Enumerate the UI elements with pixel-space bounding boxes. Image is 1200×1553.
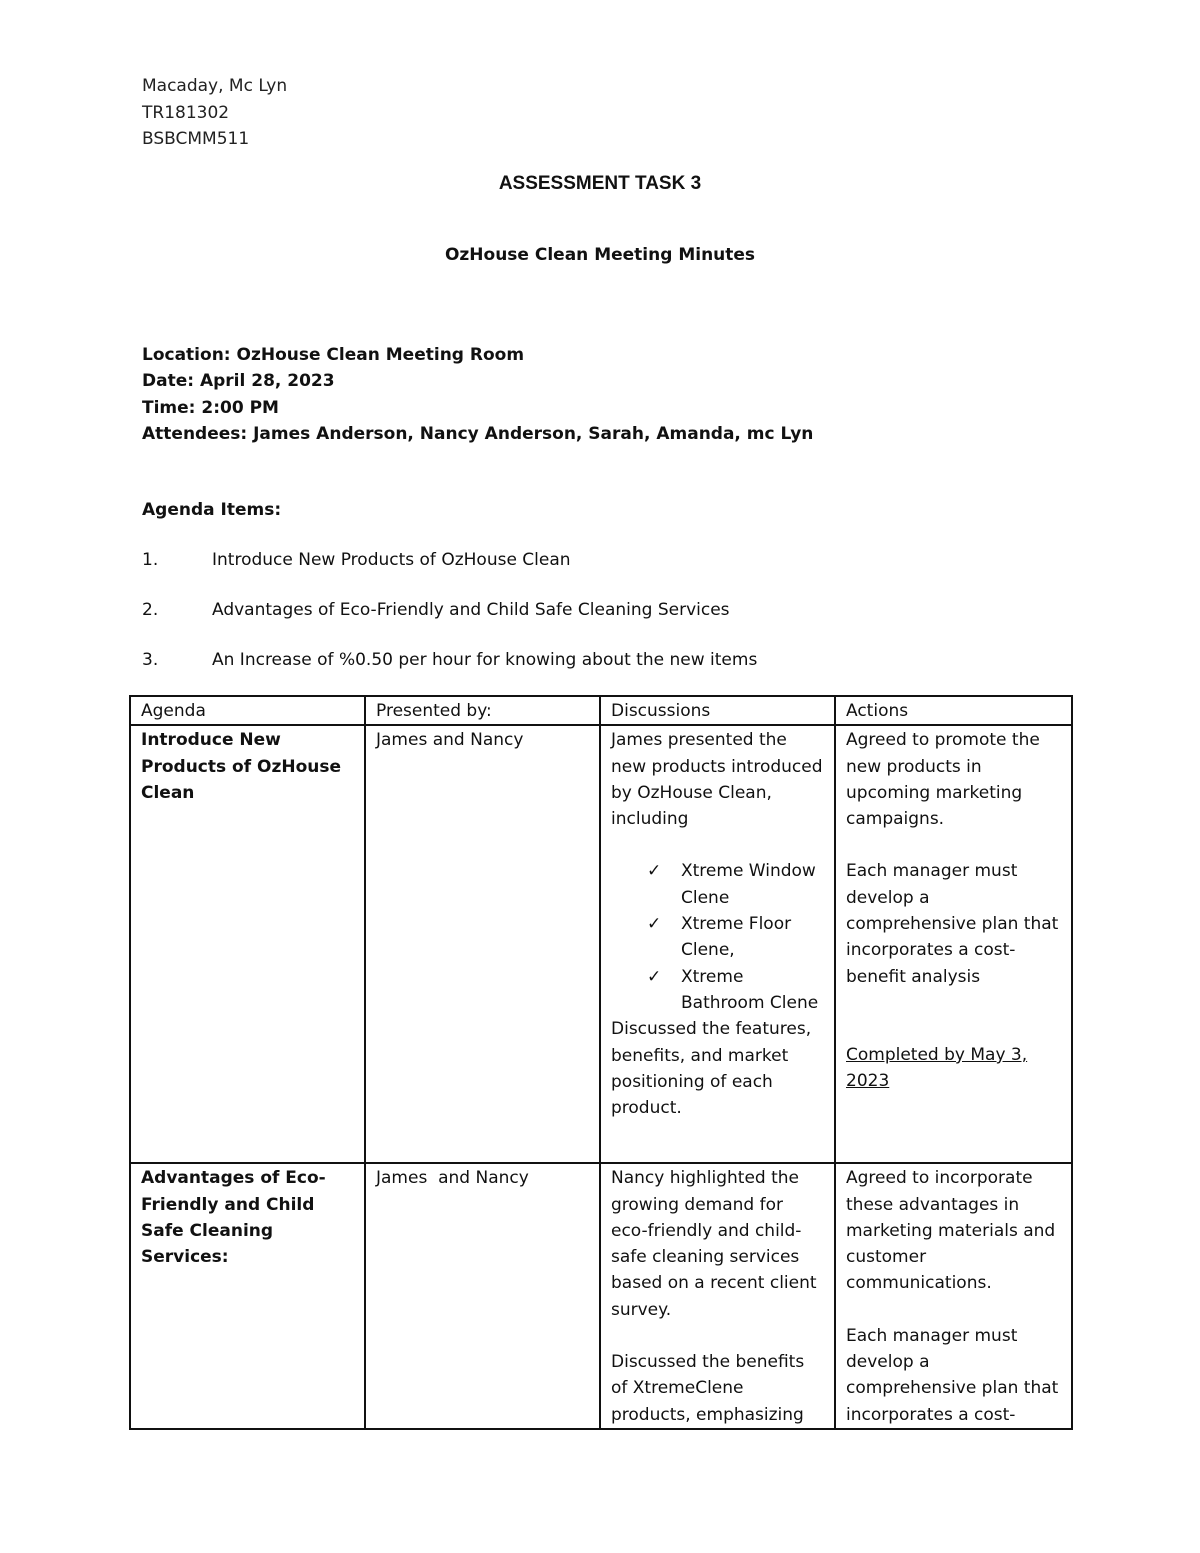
product-name: Xtreme Window Clene xyxy=(681,861,816,908)
agenda-item-text: Advantages of Eco-Friendly and Child Safe Cleaning Services xyxy=(212,600,730,620)
document-title: ASSESSMENT TASK 3 xyxy=(498,173,702,194)
discussion-text: Discussed the benefits of XtremeClene products, emphasizing xyxy=(611,1352,805,1425)
discussion-intro: James presented the new products introduced by OzHouse Clean, including xyxy=(611,730,823,830)
agenda-cell: Advantages of Eco-Friendly and Child Safe Cleaning Services: xyxy=(130,1163,365,1429)
discussion-outro: Discussed the features, benefits, and market positioning of each product. xyxy=(611,1019,812,1119)
table-row xyxy=(130,1163,1072,1429)
presenter-cell: James and Nancy xyxy=(365,1163,600,1429)
discussion-text: Nancy highlighted the growing demand for eco-friendly and child-safe cleaning services based on a recent client survey. xyxy=(611,1168,817,1320)
column-header-presented-by: Presented by: xyxy=(365,696,600,725)
completion-date: Completed by May 3, 2023 xyxy=(846,1044,1028,1092)
agenda-heading: Agenda Items: xyxy=(142,500,282,520)
unit-code: BSBCMM511 xyxy=(142,129,250,149)
column-header-agenda: Agenda xyxy=(130,696,365,725)
list-item xyxy=(611,964,824,1017)
action-text: Agreed to promote the new products in upcoming marketing campaigns. xyxy=(846,730,1040,830)
agenda-item xyxy=(142,600,730,620)
agenda-item xyxy=(142,650,757,670)
checkmark-icon: ✓ xyxy=(647,861,662,882)
product-name: Xtreme Bathroom Clene xyxy=(681,966,819,1013)
student-id: TR181302 xyxy=(142,103,230,123)
list-item xyxy=(611,858,824,911)
agenda-item-number: 2. xyxy=(142,600,159,620)
meeting-location: Location: OzHouse Clean Meeting Room xyxy=(142,345,525,365)
checkmark-icon: ✓ xyxy=(647,966,662,987)
checkmark-icon: ✓ xyxy=(647,914,662,935)
presenter-cell: James and Nancy xyxy=(365,725,600,1163)
agenda-item-text: Introduce New Products of OzHouse Clean xyxy=(212,550,571,570)
actions-cell xyxy=(835,725,1072,1163)
discussion-cell xyxy=(600,725,835,1163)
action-text: Each manager must develop a comprehensive plan that incorporates a cost- xyxy=(846,1325,1059,1425)
product-name: Xtreme Floor Clene, xyxy=(681,914,792,961)
table-row xyxy=(130,725,1072,1163)
agenda-item xyxy=(142,550,571,570)
column-header-discussions: Discussions xyxy=(600,696,835,725)
column-header-actions: Actions xyxy=(835,696,1072,725)
action-text: Each manager must develop a comprehensive plan that incorporates a cost-benefit analysis xyxy=(846,861,1059,987)
document-subtitle: OzHouse Clean Meeting Minutes xyxy=(444,245,756,265)
list-item xyxy=(611,911,824,964)
meeting-time: Time: 2:00 PM xyxy=(142,398,279,418)
discussion-cell xyxy=(600,1163,835,1429)
meeting-date: Date: April 28, 2023 xyxy=(142,371,335,391)
agenda-cell: Introduce New Products of OzHouse Clean xyxy=(130,725,365,1163)
minutes-table xyxy=(129,695,1073,1430)
action-text: Agreed to incorporate these advantages in marketing materials and customer communications. xyxy=(846,1168,1056,1294)
author-name: Macaday, Mc Lyn xyxy=(142,76,288,96)
product-list xyxy=(611,858,824,1016)
meeting-attendees: Attendees: James Anderson, Nancy Anderson, Sarah, Amanda, mc Lyn xyxy=(142,424,814,444)
agenda-item-text: An Increase of %0.50 per hour for knowing about the new items xyxy=(212,650,758,670)
table-header-row xyxy=(130,696,1072,725)
agenda-item-number: 1. xyxy=(142,550,159,570)
actions-cell xyxy=(835,1163,1072,1429)
agenda-item-number: 3. xyxy=(142,650,159,670)
